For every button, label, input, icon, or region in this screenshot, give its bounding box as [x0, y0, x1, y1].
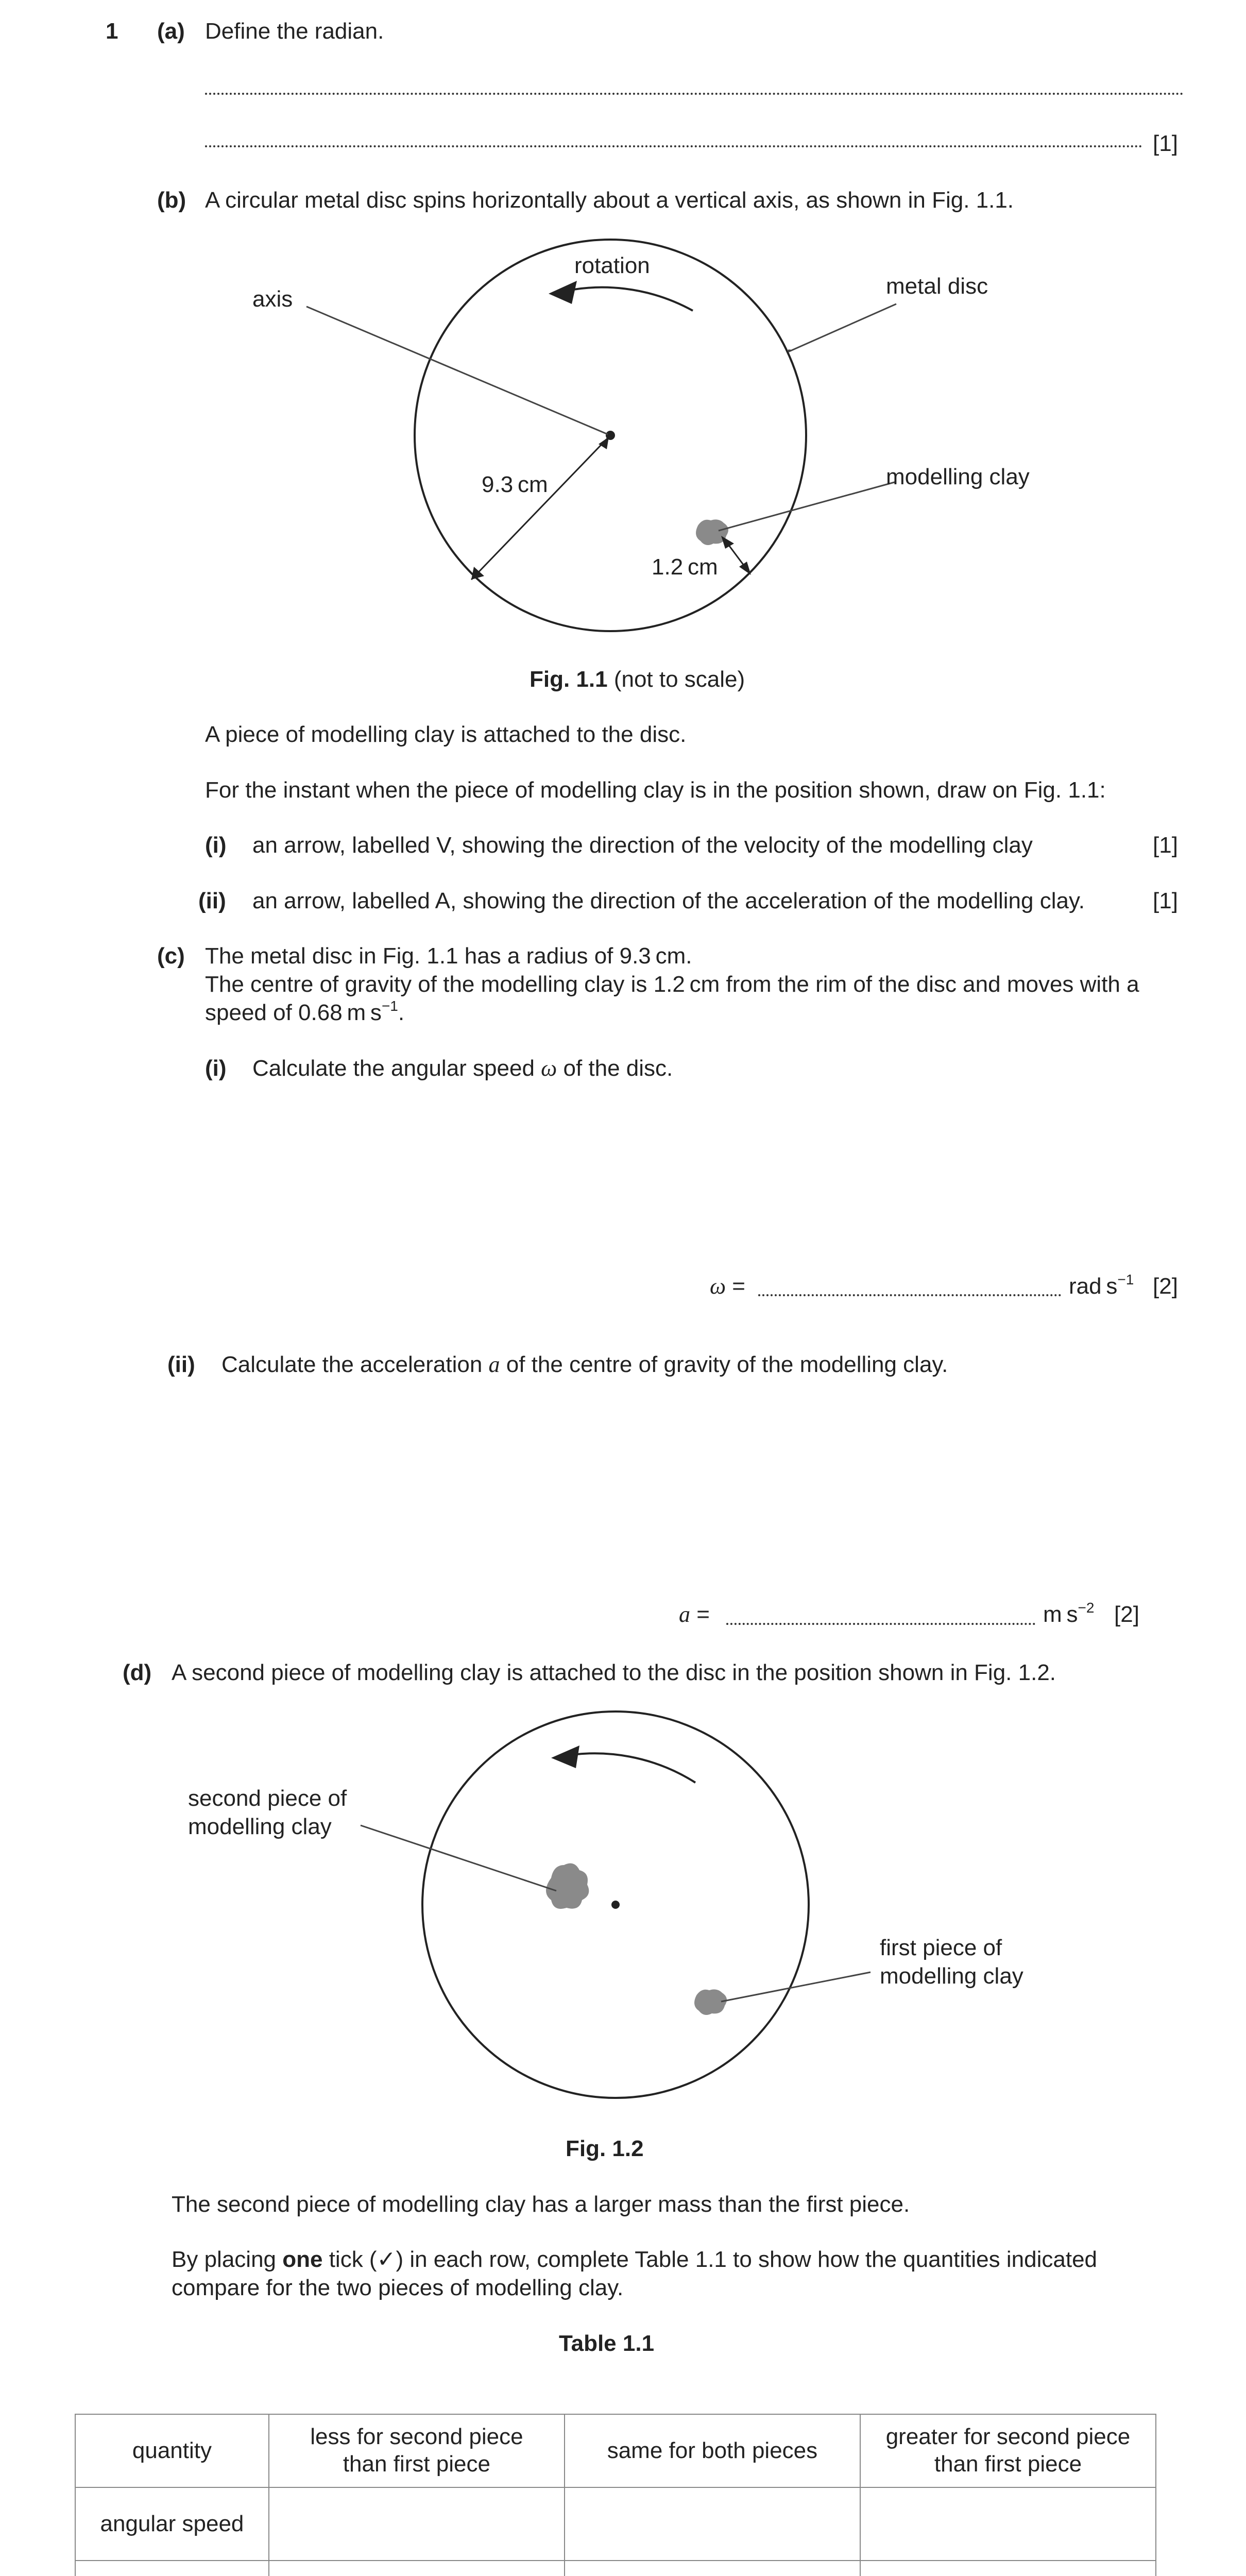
part-d-para2: By placing one tick (✓) in each row, complete Table 1.1 to show how the quantities indicated: [172, 2247, 1098, 2272]
table-row: [75, 2561, 1156, 2576]
marks-c-ii: [2]: [1114, 1602, 1139, 1627]
row-label-linear-speed: [75, 2561, 269, 2576]
part-a-text: Define the radian.: [205, 19, 384, 44]
fig-1-2-caption: Fig. 1.2: [566, 2136, 644, 2161]
label-axis: axis: [252, 286, 293, 312]
part-c-i-label: (i): [205, 1056, 227, 1081]
answer-line[interactable]: [205, 145, 1142, 147]
label-first-l2: modelling clay: [880, 1963, 1023, 1989]
second-clay: [546, 1863, 589, 1909]
header-less: less for second piece than first piece: [269, 2414, 565, 2487]
part-d-label: (d): [123, 1660, 152, 1685]
radius-line: [471, 437, 609, 580]
part-b-i-label: (i): [205, 833, 227, 858]
part-b-para2: For the instant when the piece of modelling clay is in the position shown, draw on Fig. 1.1:: [205, 777, 1106, 803]
answer-line[interactable]: [205, 93, 1184, 95]
tick-cell[interactable]: [860, 2561, 1156, 2576]
part-b-text: A circular metal disc spins horizontally about a vertical axis, as shown in Fig. 1.1.: [205, 188, 1014, 213]
clay-leader: [719, 482, 896, 531]
table-1-1: [75, 2414, 1156, 2576]
part-d-para2-line2: compare for the two pieces of modelling clay.: [172, 2275, 624, 2300]
label-gap: 1.2 cm: [652, 554, 718, 580]
part-d-text: A second piece of modelling clay is attached to the disc in the position shown in Fig. 1.2.: [172, 1660, 1056, 1685]
second-clay-leader: [361, 1825, 556, 1891]
tick-cell[interactable]: [565, 2561, 860, 2576]
axis-dot-2: [611, 1901, 620, 1909]
part-c-ii-label: (ii): [167, 1352, 195, 1377]
rotation-arrowhead-2: [551, 1745, 579, 1768]
marks-b-i: [1]: [1153, 833, 1178, 858]
part-c-line2: The centre of gravity of the modelling clay is 1.2 cm from the rim of the disc and moves with a: [205, 972, 1139, 997]
part-c-line3: speed of 0.68 m $s^{-1}$.: [205, 998, 405, 1025]
omega-answer-label: ω =: [710, 1274, 745, 1299]
table-row: [75, 2487, 1156, 2561]
label-modelling-clay: modelling clay: [886, 464, 1030, 489]
part-d-para1: The second piece of modelling clay has a larger mass than the first piece.: [172, 2192, 910, 2217]
part-c-i-text: Calculate the angular speed ω of the disc.: [252, 1056, 673, 1081]
label-radius: 9.3 cm: [482, 472, 548, 497]
fig-1-1-caption: Fig. 1.1 (not to scale): [530, 667, 745, 692]
rotation-arc-2: [559, 1753, 695, 1783]
figure-1-2: [0, 1700, 1246, 2123]
label-second-l2: modelling clay: [188, 1814, 332, 1839]
rotation-arrowhead: [549, 281, 577, 304]
tick-cell[interactable]: [565, 2487, 860, 2561]
marks-a: [1]: [1153, 131, 1178, 156]
part-b-ii-label: (ii): [198, 888, 226, 913]
part-b-i-text: an arrow, labelled V, showing the direction of the velocity of the modelling clay: [252, 833, 1033, 858]
marks-b-ii: [1]: [1153, 888, 1178, 913]
label-first-l1: first piece of: [880, 1935, 1002, 1960]
tick-cell[interactable]: [860, 2487, 1156, 2561]
tick-cell[interactable]: [269, 2487, 565, 2561]
a-answer-line[interactable]: [726, 1623, 1035, 1625]
header-quantity: quantity: [75, 2414, 269, 2487]
part-c-line1: The metal disc in Fig. 1.1 has a radius of 9.3 cm.: [205, 943, 692, 969]
metal-disc-leader: [788, 304, 896, 352]
header-same: same for both pieces: [565, 2414, 860, 2487]
part-c-ii-text: Calculate the acceleration a of the centre of gravity of the modelling clay.: [221, 1352, 948, 1377]
part-b-label: (b): [157, 188, 186, 213]
omega-answer-line[interactable]: [758, 1294, 1061, 1296]
part-b-para1: A piece of modelling clay is attached to the disc.: [205, 722, 687, 747]
label-rotation: rotation: [574, 253, 650, 278]
row-label-angular-speed: angular speed: [75, 2487, 269, 2561]
label-second-l1: second piece of: [188, 1786, 347, 1811]
tick-cell[interactable]: [269, 2561, 565, 2576]
omega-unit: rad $s^{-1}$: [1069, 1272, 1134, 1299]
marks-c-i: [2]: [1153, 1274, 1178, 1299]
question-number: 1: [106, 19, 118, 44]
a-answer-label: a =: [679, 1602, 710, 1627]
figure-1-1: [0, 227, 1246, 670]
part-b-ii-text: an arrow, labelled A, showing the direction of the acceleration of the modelling clay.: [252, 888, 1085, 913]
header-greater: greater for second piece than first piece: [860, 2414, 1156, 2487]
a-unit: m $s^{-2}$: [1043, 1600, 1095, 1627]
label-metal-disc: metal disc: [886, 274, 988, 299]
table-title: Table 1.1: [559, 2331, 655, 2356]
part-c-label: (c): [157, 943, 185, 969]
axis-leader: [306, 307, 608, 434]
part-a-label: (a): [157, 19, 185, 44]
